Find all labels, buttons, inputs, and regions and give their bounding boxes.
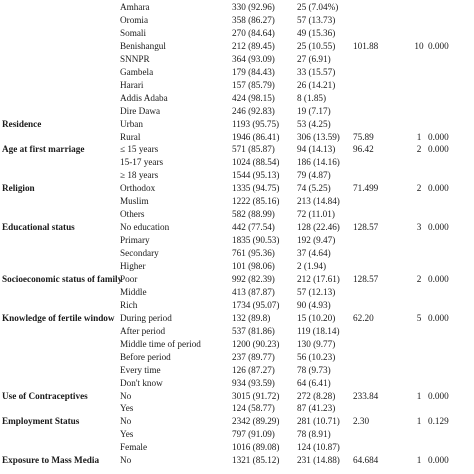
count-yes-cell: 1200 (90.23)	[232, 338, 280, 349]
p-value-cell: 0.129	[428, 416, 449, 427]
category-label: No	[120, 390, 132, 401]
df-cell: 1	[416, 455, 422, 466]
category-label: Urban	[120, 118, 143, 129]
chi-square-cell: 233.84	[353, 390, 379, 401]
count-yes-cell: 364 (93.09)	[232, 53, 275, 64]
df-cell: 3	[416, 222, 422, 233]
chi-square-cell: 128.57	[353, 273, 379, 284]
count-yes-cell: 992 (82.39)	[232, 273, 275, 284]
count-no-cell: 74 (5.25)	[297, 183, 331, 194]
table-row	[0, 195, 474, 207]
category-label: After period	[120, 325, 166, 336]
df-cell: 1	[416, 390, 422, 401]
p-value-cell: 0.000	[428, 131, 449, 142]
category-label: Poor	[120, 273, 138, 284]
count-yes-cell: 1016 (89.08)	[232, 442, 280, 453]
variable-label: Educational status	[2, 222, 75, 233]
count-no-cell: 57 (13.73)	[297, 14, 336, 25]
table-row	[0, 105, 474, 117]
category-label: Rich	[120, 299, 138, 310]
variable-label: Residence	[2, 118, 42, 129]
category-label: Benishangul	[120, 40, 166, 51]
count-yes-cell: 934 (93.59)	[232, 377, 275, 388]
count-yes-cell: 582 (88.99)	[232, 209, 275, 220]
table-row	[0, 156, 474, 168]
category-label: ≥ 18 years	[120, 170, 159, 181]
chi-square-cell: 2.30	[353, 416, 370, 427]
category-label: No education	[120, 222, 170, 233]
category-label: Rural	[120, 131, 141, 142]
count-no-cell: 90 (4.93)	[297, 299, 331, 310]
count-no-cell: 27 (6.91)	[297, 53, 331, 64]
df-cell: 2	[416, 183, 422, 194]
count-no-cell: 25 (10.55)	[297, 40, 336, 51]
chi-square-cell: 71.499	[353, 183, 379, 194]
table-row	[0, 169, 474, 181]
count-yes-cell: 571 (85.87)	[232, 144, 275, 155]
category-label: Every time	[120, 364, 161, 375]
count-yes-cell: 1024 (88.54)	[232, 157, 280, 168]
df-cell: 5	[416, 312, 422, 323]
category-label: Middle time of period	[120, 338, 201, 349]
variable-label: Socioeconomic status of family	[2, 273, 123, 284]
category-label: No	[120, 455, 132, 466]
table-row	[0, 428, 474, 440]
category-label: Oromia	[120, 14, 149, 25]
table-row	[0, 351, 474, 363]
count-no-cell: 119 (18.14)	[297, 325, 340, 336]
category-label: Higher	[120, 261, 146, 271]
df-cell: 1	[416, 131, 422, 142]
count-yes-cell: 442 (77.54)	[232, 222, 275, 233]
table-row	[0, 182, 474, 194]
p-value-cell: 0.000	[428, 273, 449, 284]
count-yes-cell: 1544 (95.13)	[232, 170, 280, 181]
count-no-cell: 53 (4.25)	[297, 118, 331, 129]
variable-label: Age at first marriage	[2, 144, 85, 155]
count-no-cell: 8 (1.85)	[297, 92, 327, 103]
count-no-cell: 212 (17.61)	[297, 273, 340, 284]
category-label: Don't know	[120, 377, 163, 388]
table-row	[0, 118, 474, 130]
count-no-cell: 94 (14.13)	[297, 144, 336, 155]
count-yes-cell: 1835 (90.53)	[232, 235, 280, 246]
table-row	[0, 14, 474, 26]
count-no-cell: 79 (4.87)	[297, 170, 331, 181]
category-label: Female	[120, 442, 148, 453]
table-row	[0, 53, 474, 65]
category-label: Amhara	[120, 2, 150, 12]
count-yes-cell: 246 (92.83)	[232, 105, 275, 116]
count-no-cell: 64 (6.41)	[297, 377, 331, 388]
table-row	[0, 364, 474, 376]
table-row	[0, 273, 474, 285]
count-no-cell: 25 (7.04%)	[297, 2, 339, 12]
table-row	[0, 377, 474, 389]
category-label: 15-17 years	[120, 157, 164, 168]
table-row	[0, 234, 474, 246]
category-label: Primary	[120, 235, 150, 246]
count-yes-cell: 1222 (85.16)	[232, 196, 280, 207]
variable-label: Knowledge of fertile window	[2, 312, 115, 323]
table-row	[0, 454, 474, 466]
chi-square-cell: 62.20	[353, 312, 374, 323]
count-no-cell: 19 (7.17)	[297, 105, 331, 116]
count-yes-cell: 212 (89.45)	[232, 40, 275, 51]
df-cell: 2	[416, 273, 422, 284]
count-no-cell: 57 (12.13)	[297, 286, 336, 297]
count-no-cell: 128 (22.46)	[297, 222, 340, 233]
table-row	[0, 441, 474, 453]
table-row	[0, 40, 474, 52]
count-yes-cell: 126 (87.27)	[232, 364, 275, 375]
count-yes-cell: 2342 (89.29)	[232, 416, 280, 427]
count-no-cell: 72 (11.01)	[297, 209, 335, 220]
p-value-cell: 0.000	[428, 455, 449, 466]
count-yes-cell: 157 (85.79)	[232, 79, 275, 90]
table-row	[0, 79, 474, 91]
table-row	[0, 208, 474, 220]
count-yes-cell: 1335 (94.75)	[232, 183, 280, 194]
category-label: Muslim	[120, 196, 149, 207]
category-label: Dire Dawa	[120, 105, 161, 116]
count-yes-cell: 537 (81.86)	[232, 325, 275, 336]
p-value-cell: 0.000	[428, 144, 449, 155]
count-yes-cell: 3015 (91.72)	[232, 390, 280, 401]
count-yes-cell: 179 (84.43)	[232, 66, 275, 77]
count-yes-cell: 797 (91.09)	[232, 429, 275, 440]
chi-square-cell: 64.684	[353, 455, 379, 466]
count-no-cell: 26 (14.21)	[297, 79, 336, 90]
table-row	[0, 1, 474, 13]
chi-square-cell: 75.89	[353, 131, 374, 142]
count-yes-cell: 413 (87.87)	[232, 286, 275, 297]
category-label: Before period	[120, 351, 171, 362]
category-label: Somali	[120, 27, 147, 38]
count-no-cell: 87 (41.23)	[297, 403, 336, 414]
count-yes-cell: 237 (89.77)	[232, 351, 275, 362]
category-label: Others	[120, 209, 145, 220]
category-label: Yes	[120, 403, 134, 414]
count-yes-cell: 132 (89.8)	[232, 312, 271, 323]
category-label: ≤ 15 years	[120, 144, 159, 155]
count-no-cell: 130 (9.77)	[297, 338, 336, 349]
count-no-cell: 15 (10.20)	[297, 312, 336, 323]
count-no-cell: 78 (8.91)	[297, 429, 331, 440]
variable-label: Employment Status	[2, 416, 80, 427]
p-value-cell: 0.000	[428, 222, 449, 233]
category-label: No	[120, 416, 132, 427]
df-cell: 2	[416, 144, 422, 155]
category-label: Orthodox	[120, 183, 156, 194]
table-row	[0, 415, 474, 427]
table-row	[0, 92, 474, 104]
count-yes-cell: 1193 (95.75)	[232, 118, 280, 129]
count-no-cell: 37 (4.64)	[297, 248, 331, 259]
category-label: Harari	[120, 79, 144, 90]
count-no-cell: 49 (15.36)	[297, 27, 336, 38]
table-row	[0, 143, 474, 155]
count-yes-cell: 358 (86.27)	[232, 14, 275, 25]
count-yes-cell: 761 (95.36)	[232, 248, 275, 259]
count-no-cell: 124 (10.87)	[297, 442, 340, 453]
count-yes-cell: 124 (58.77)	[232, 403, 275, 414]
count-yes-cell: 270 (84.64)	[232, 27, 275, 38]
count-no-cell: 56 (10.23)	[297, 351, 336, 362]
table-row	[0, 247, 474, 259]
p-value-cell: 0.000	[428, 40, 449, 51]
category-label: Gambela	[120, 66, 154, 77]
table-row	[0, 338, 474, 350]
chi-square-cell: 101.88	[353, 40, 379, 51]
category-label: During period	[120, 312, 172, 323]
count-no-cell: 78 (9.73)	[297, 364, 331, 375]
table-row	[0, 221, 474, 233]
count-no-cell: 33 (15.57)	[297, 66, 336, 77]
table-row	[0, 299, 474, 311]
chi-square-cell: 128.57	[353, 222, 379, 233]
count-yes-cell: 1734 (95.07)	[232, 299, 280, 310]
table-row	[0, 390, 474, 402]
df-cell: 1	[416, 416, 422, 427]
count-yes-cell: 101 (98.06)	[232, 261, 275, 271]
table-row	[0, 312, 474, 324]
table-row	[0, 402, 474, 414]
count-yes-cell: 1946 (86.41)	[232, 131, 280, 142]
table-row	[0, 66, 474, 78]
category-label: SNNPR	[120, 53, 150, 64]
p-value-cell: 0.000	[428, 183, 449, 194]
category-label: Yes	[120, 429, 134, 440]
count-no-cell: 272 (8.28)	[297, 390, 336, 401]
variable-label: Religion	[2, 183, 35, 194]
category-label: Secondary	[120, 248, 159, 259]
count-yes-cell: 1321 (85.12)	[232, 455, 280, 466]
table-row	[0, 260, 474, 272]
variable-label: Use of Contraceptives	[2, 390, 88, 401]
p-value-cell: 0.000	[428, 312, 449, 323]
count-no-cell: 213 (14.84)	[297, 196, 340, 207]
count-no-cell: 192 (9.47)	[297, 235, 336, 246]
count-yes-cell: 424 (98.15)	[232, 92, 275, 103]
table-row	[0, 27, 474, 39]
count-no-cell: 306 (13.59)	[297, 131, 340, 142]
table-row	[0, 325, 474, 337]
variable-label: Exposure to Mass Media	[2, 455, 100, 466]
p-value-cell: 0.000	[428, 390, 449, 401]
count-no-cell: 231 (14.88)	[297, 455, 340, 466]
count-no-cell: 2 (1.94)	[297, 261, 327, 271]
chi-square-cell: 96.42	[353, 144, 374, 155]
table-row	[0, 131, 474, 143]
category-label: Middle	[120, 286, 147, 297]
count-yes-cell: 330 (92.96)	[232, 2, 275, 12]
count-no-cell: 281 (10.71)	[297, 416, 340, 427]
count-no-cell: 186 (14.16)	[297, 157, 340, 168]
table-row	[0, 286, 474, 298]
category-label: Addis Adaba	[120, 92, 168, 103]
df-cell: 10	[414, 40, 424, 51]
